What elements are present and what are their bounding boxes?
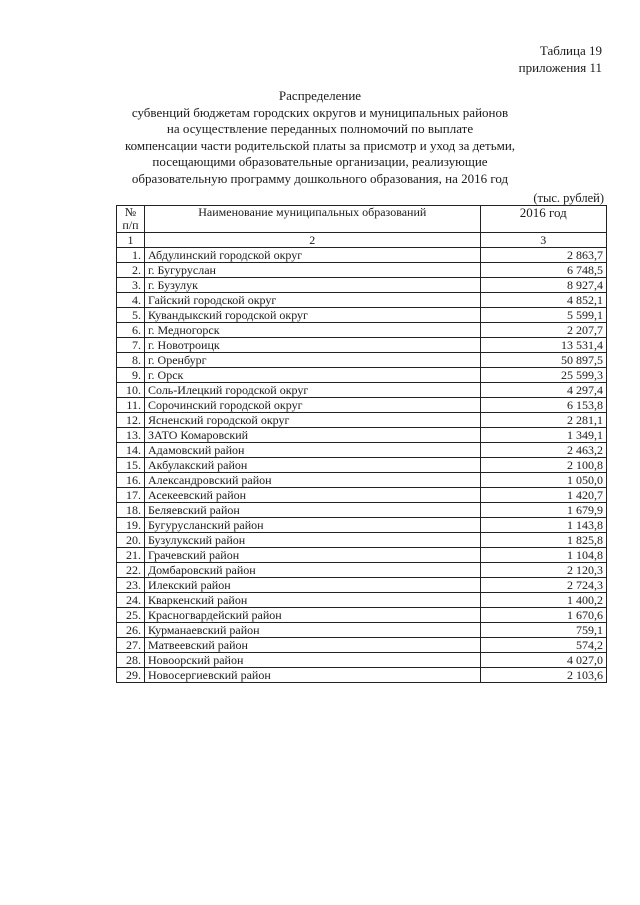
table-row — [117, 248, 607, 263]
subvention-amount: 13 531,4 — [480, 338, 606, 353]
municipality-name: Соль-Илецкий городской округ — [144, 383, 480, 398]
table-body — [117, 248, 607, 683]
table-row — [117, 368, 607, 383]
subvention-amount: 8 927,4 — [480, 278, 606, 293]
row-number: 22. — [117, 563, 145, 578]
appendix-reference — [519, 42, 602, 76]
row-number: 7. — [117, 338, 145, 353]
row-number: 3. — [117, 278, 145, 293]
row-number: 28. — [117, 653, 145, 668]
municipality-name: Курманаевский район — [144, 623, 480, 638]
table-row — [117, 668, 607, 683]
table-row — [117, 338, 607, 353]
title-line: на осуществление переданных полномочий по выплате — [166, 121, 474, 136]
municipality-name: Матвеевский район — [144, 638, 480, 653]
municipality-name: Бугурусланский район — [144, 518, 480, 533]
subvention-amount: 4 297,4 — [480, 383, 606, 398]
row-number: 5. — [117, 308, 145, 323]
row-number: 6. — [117, 323, 145, 338]
municipality-name: Грачевский район — [144, 548, 480, 563]
table-header-row — [117, 206, 607, 233]
subvention-amount: 759,1 — [480, 623, 606, 638]
title-line: субвенций бюджетам городских округов и муниципальных районов — [131, 104, 509, 120]
subvention-amount: 1 825,8 — [480, 533, 606, 548]
municipality-name: Красногвардейский район — [144, 608, 480, 623]
municipality-name: Александровский район — [144, 473, 480, 488]
title-line: Распределение — [278, 88, 362, 103]
row-number: 25. — [117, 608, 145, 623]
municipality-name: Гайский городской округ — [144, 293, 480, 308]
subvention-amount: 2 281,1 — [480, 413, 606, 428]
table-row — [117, 278, 607, 293]
municipality-name: Сорочинский городской округ — [144, 398, 480, 413]
table-row — [117, 413, 607, 428]
row-number: 1. — [117, 248, 145, 263]
subvention-amount: 2 120,3 — [480, 563, 606, 578]
municipality-name: Кваркенский район — [144, 593, 480, 608]
subvention-amount: 2 100,8 — [480, 458, 606, 473]
municipality-name: Асекеевский район — [144, 488, 480, 503]
municipality-name: Адамовский район — [144, 443, 480, 458]
row-number: 29. — [117, 668, 145, 683]
table-row — [117, 443, 607, 458]
table-row — [117, 428, 607, 443]
row-number: 4. — [117, 293, 145, 308]
subvention-amount: 1 400,2 — [480, 593, 606, 608]
column-index: 3 — [480, 233, 606, 248]
subvention-amount: 50 897,5 — [480, 353, 606, 368]
header-number — [117, 206, 145, 233]
table-row — [117, 323, 607, 338]
municipality-name: Домбаровский район — [144, 563, 480, 578]
row-number: 14. — [117, 443, 145, 458]
row-number: 21. — [117, 548, 145, 563]
municipality-name: Илекский район — [144, 578, 480, 593]
municipality-name: г. Бугуруслан — [144, 263, 480, 278]
table-row — [117, 653, 607, 668]
title-line: образовательную программу дошкольного образования, на 2016 год — [131, 170, 509, 186]
subvention-amount: 2 207,7 — [480, 323, 606, 338]
table-row — [117, 578, 607, 593]
subvention-amount: 1 349,1 — [480, 428, 606, 443]
row-number: 11. — [117, 398, 145, 413]
subvention-amount: 1 670,6 — [480, 608, 606, 623]
municipality-name: Абдулинский городской округ — [144, 248, 480, 263]
column-index-row — [117, 233, 607, 248]
header-number-symbol: № — [124, 205, 137, 219]
subvention-amount: 6 153,8 — [480, 398, 606, 413]
subvention-table — [116, 205, 607, 683]
municipality-name: г. Бузулук — [144, 278, 480, 293]
subvention-amount: 1 679,9 — [480, 503, 606, 518]
row-number: 20. — [117, 533, 145, 548]
table-row — [117, 458, 607, 473]
table-row — [117, 488, 607, 503]
table-row — [117, 563, 607, 578]
table-row — [117, 518, 607, 533]
row-number: 16. — [117, 473, 145, 488]
table-label: Таблица 19 — [539, 43, 602, 58]
row-number: 13. — [117, 428, 145, 443]
title-line: посещающими образовательные организации, реализующие — [152, 154, 488, 169]
row-number: 15. — [117, 458, 145, 473]
subvention-amount: 2 103,6 — [480, 668, 606, 683]
subvention-amount: 25 599,3 — [480, 368, 606, 383]
municipality-name: г. Новотроицк — [144, 338, 480, 353]
table-row — [117, 608, 607, 623]
column-index: 2 — [144, 233, 480, 248]
table-row — [117, 383, 607, 398]
municipality-name: г. Оренбург — [144, 353, 480, 368]
row-number: 18. — [117, 503, 145, 518]
municipality-name: Акбулакский район — [144, 458, 480, 473]
title-line: компенсации части родительской платы за присмотр и уход за детьми, — [124, 137, 516, 153]
table-row — [117, 293, 607, 308]
subvention-amount: 1 050,0 — [480, 473, 606, 488]
table-row — [117, 398, 607, 413]
row-number: 2. — [117, 263, 145, 278]
table-row — [117, 548, 607, 563]
row-number: 17. — [117, 488, 145, 503]
subvention-amount: 2 724,3 — [480, 578, 606, 593]
document-title — [0, 88, 640, 187]
subvention-amount: 2 463,2 — [480, 443, 606, 458]
column-index: 1 — [117, 233, 145, 248]
row-number: 26. — [117, 623, 145, 638]
municipality-name: Ясненский городской округ — [144, 413, 480, 428]
header-year: 2016 год — [480, 206, 606, 233]
table-row — [117, 473, 607, 488]
municipality-name: Новосергиевский район — [144, 668, 480, 683]
municipality-name: г. Орск — [144, 368, 480, 383]
row-number: 10. — [117, 383, 145, 398]
subvention-amount: 4 027,0 — [480, 653, 606, 668]
table-row — [117, 593, 607, 608]
subvention-amount: 5 599,1 — [480, 308, 606, 323]
subvention-amount: 1 420,7 — [480, 488, 606, 503]
header-municipality: Наименование муниципальных образований — [144, 206, 480, 233]
row-number: 19. — [117, 518, 145, 533]
table-row — [117, 263, 607, 278]
municipality-name: Бузулукский район — [144, 533, 480, 548]
units-label: (тыс. рублей) — [533, 191, 604, 205]
row-number: 24. — [117, 593, 145, 608]
municipality-name: ЗАТО Комаровский — [144, 428, 480, 443]
subvention-amount: 574,2 — [480, 638, 606, 653]
municipality-name: Кувандыкский городской округ — [144, 308, 480, 323]
table-row — [117, 638, 607, 653]
row-number: 27. — [117, 638, 145, 653]
row-number: 9. — [117, 368, 145, 383]
row-number: 12. — [117, 413, 145, 428]
appendix-label: приложения 11 — [518, 60, 602, 75]
row-number: 23. — [117, 578, 145, 593]
row-number: 8. — [117, 353, 145, 368]
header-number-abbr: п/п — [122, 218, 139, 232]
municipality-name: Новоорский район — [144, 653, 480, 668]
table-row — [117, 308, 607, 323]
municipality-name: Беляевский район — [144, 503, 480, 518]
table-row — [117, 533, 607, 548]
table-row — [117, 623, 607, 638]
table-row — [117, 353, 607, 368]
subvention-amount: 6 748,5 — [480, 263, 606, 278]
table-row — [117, 503, 607, 518]
municipality-name: г. Медногорск — [144, 323, 480, 338]
subvention-amount: 1 143,8 — [480, 518, 606, 533]
subvention-amount: 2 863,7 — [480, 248, 606, 263]
subvention-amount: 1 104,8 — [480, 548, 606, 563]
subvention-amount: 4 852,1 — [480, 293, 606, 308]
